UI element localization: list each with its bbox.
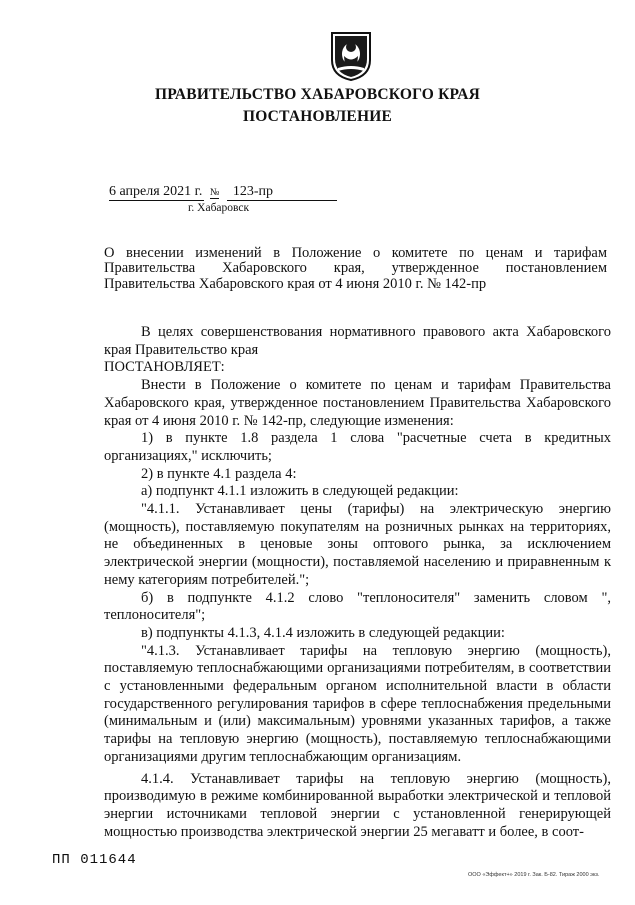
document-subject: О внесении изменений в Положение о комитете по ценам и тарифам Правительства Хабаровского края, утвержденное постановлением Правительства Хабаровского края от 4 июня 2010 г. № 142-пр	[104, 245, 607, 292]
body-paragraph: 2) в пункте 4.1 раздела 4:	[141, 465, 297, 482]
document-type-title: ПОСТАНОВЛЕНИЕ	[242, 108, 393, 125]
body-paragraph: в) подпункты 4.1.3, 4.1.4 изложить в следующей редакции:	[141, 624, 505, 641]
body-paragraph: 1) в пункте 1.8 раздела 1 слова "расчетные счета в кредитных организациях," исключить;	[104, 430, 611, 464]
body-paragraph: Внести в Положение о комитете по ценам и тарифам Правительства Хабаровского края, утвержденное постановлением Правительства Хабаровского края от 4 июня 2010 г. № 142-пр, следующие изменения:	[104, 377, 611, 429]
resolves-heading: ПОСТАНОВЛЯЕТ:	[104, 359, 225, 376]
body-paragraph: 4.1.4. Устанавливает тарифы на тепловую энергию (мощность), производимую в режиме комбинированной выработки электрической и тепловой энергии источниками тепловой энергии с установленной генерирующей мощностью производства электрической энергии 25 мегаватт и более, в соот-	[104, 770, 611, 840]
body-paragraph: "4.1.1. Устанавливает цены (тарифы) на электрическую энергию (мощность), поставляемую покупателям на розничных рынках на территориях, не объединенных в ценовые зоны оптового рынка, за исключением электрической энергии (мощности), поставляемой населению и приравненным к нему категориям потребителей.";	[104, 501, 611, 588]
date-number-line	[109, 184, 337, 201]
document-number: 123-пр	[227, 184, 337, 201]
document-city: г. Хабаровск	[188, 202, 250, 214]
number-label: №	[209, 187, 220, 198]
serial-number: ПП 011644	[52, 852, 137, 868]
body-paragraph: "4.1.3. Устанавливает тарифы на тепловую энергию (мощность), поставляемую теплоснабжающими организациями потребителям, в соответствии с установленными федеральным органом исполнительной власти в области государственного регулирования тарифов в сфере теплоснабжения предельными (минимальным и (или) максимальным) уровнями указанных тарифов, а также тарифы на тепловую энергию (мощность), поставляемую теплоснабжающими организациями другим теплоснабжающим организациям.	[104, 642, 611, 765]
document-date: 6 апреля 2021 г.	[109, 184, 203, 199]
body-paragraph: а) подпункт 4.1.1 изложить в следующей редакции:	[141, 483, 459, 500]
coat-of-arms-emblem	[330, 30, 372, 82]
document-body	[104, 324, 611, 841]
preamble-paragraph: В целях совершенствования нормативного правового акта Хабаровского края Правительство края	[104, 324, 611, 358]
body-paragraph: б) в подпункте 4.1.2 слово "теплоносителя" заменить словом ", теплоносителя";	[104, 589, 611, 624]
organization-title: ПРАВИТЕЛЬСТВО ХАБАРОВСКОГО КРАЯ	[154, 86, 481, 103]
printer-imprint: ООО «Эффект+» 2019 г. Зак. Б-82. Тираж 2000 экз.	[468, 872, 600, 878]
